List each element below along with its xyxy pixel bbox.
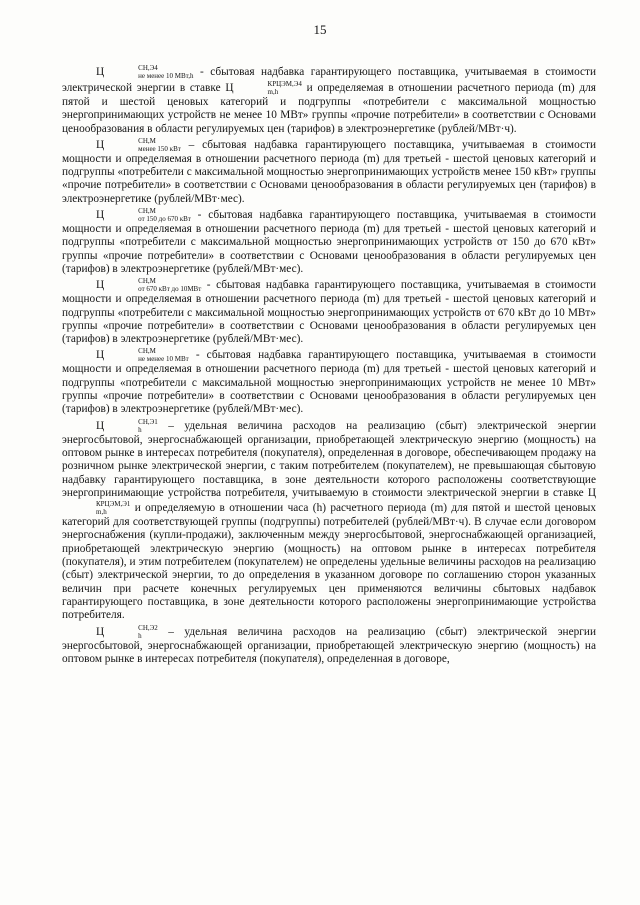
symbol: Ц [96,279,105,292]
paragraph-text: – удельная величина расходов на реализацию (сбыт) электрической энергии энергосбытовой, энергоснабжающей организации, приобретающей электрическую энергию (мощность) на оптовом рынке в интересах потребителя (покупателя), определенная в договоре, [62,625,596,665]
symbol: Ц [96,138,105,151]
superscript: СН,Э4 [138,64,158,72]
subscript: не менее 10 МВт,h [138,72,194,80]
symbol: Ц [96,349,105,362]
superscript: СН,М [138,136,156,145]
superscript: СН,М [138,347,156,356]
paragraph-4 [62,277,596,346]
paragraph-text-continued: и определяемую в отношении часа (h) расчетного периода (m) для пятой и шестой ценовых категорий для соответствующей группы (подгруппы) потребителей (рублей/МВт·ч). В случае если договором энергоснабжения (купли-продажи), заключенным между энергосбытовой, энергоснабжающей организацией, приобретающей электрическую энергию (мощность) на оптовом рынке в интересах потребителя (покупателя), и этим потребителем (покупателем) не определены удельные величины расходов на реализацию (сбыт) электрической энергии, то до определения в указанном договоре по соглашению сторон указанных величин при расчете конечных регулируемых цен применяются величины сбытовых надбавок гарантирующего поставщика, в зоне деятельности которого расположены энергопринимающие устройства потребителя. [62,502,596,622]
paragraph-7 [62,624,596,667]
paragraph-text: - сбытовая надбавка гарантирующего поставщика, учитываемая в стоимости электрической энергии в ставке Ц [62,66,596,94]
paragraph-5 [62,347,596,416]
subscript: менее 150 кВт [138,144,181,153]
paragraph-text-continued: и определяемая в отношении расчетного периода (m) для пятой и шестой ценовых категорий и подгруппы «потребители с максимальной мощностью энергопринимающих устройств не менее 10 МВт» группы «прочие потребители» в соответствии с Основами ценообразования в области регулируемых цен (тарифов) в электроэнергетике (рублей/МВт·ч). [62,82,597,135]
paragraph-text: - сбытовая надбавка гарантирующего поставщика, учитываемая в стоимости мощности и определяемая в отношении расчетного периода (m) для третьей - шестой ценовых категорий и подгруппы «потребители с максимальной мощностью энергопринимающих устройств не менее 10 МВт» группы «прочие потребители» в соответствии с Основами ценообразования в области регулируемых цен (тарифов) в электроэнергетике (рублей/МВт·мес). [62,349,596,416]
paragraph-text: - сбытовая надбавка гарантирующего поставщика, учитываемая в стоимости мощности и определяемая в отношении расчетного периода (m) для третьей - шестой ценовых категорий и подгруппы «потребители с максимальной мощностью энергопринимающих устройств от 150 до 670 кВт» группы «прочие потребители» в соответствии с Основами ценообразования в области регулируемых цен (тарифов) в электроэнергетике (рублей/МВт·мес). [62,209,596,275]
subscript: h [138,425,142,434]
superscript: КРЦЭМ,Э4 [267,80,302,88]
subscript: от 670 кВт до 10МВт [138,285,202,294]
symbol: Ц [96,625,105,638]
superscript: СН,М [138,277,156,286]
paragraph-text: – сбытовая надбавка гарантирующего поставщика, учитываемая в стоимости мощности и определяемая в отношении расчетного периода (m) для третьей - шестой ценовых категорий и подгруппы «потребители с максимальной мощностью энергопринимающих устройств менее 150 кВт» группы «прочие потребители» в соответствии с Основами ценообразования в области регулируемых цен (тарифов) в электроэнергетике (рублей/МВт·мес). [62,138,596,205]
superscript: СН,Э1 [138,417,158,426]
subscript: от 150 до 670 кВт [138,215,191,224]
paragraph-6 [62,418,596,623]
superscript: СН,Э2 [138,623,158,632]
paragraph-2 [62,137,596,206]
subscript: h [138,631,142,640]
paragraph-text: – удельная величина расходов на реализацию (сбыт) электрической энергии энергосбытовой, энергоснабжающей организации, приобретающей электрическую энергию (мощность) на оптовом рынке в интересах потребителя (покупателя), определенная в договоре, обеспечивающем продажу на розничном рынке электрической энергии, с таким потребителем (покупателем), не превышающая сбытовую надбавку гарантирующего поставщика, в зоне деятельности которого расположены соответствующие энергопринимающие устройства потребителя, учитываемую в стоимости электрической энергии в ставке Ц [62,419,596,499]
superscript: КРЦЭМ,Э1 [96,500,131,509]
page-number: 15 [313,22,327,37]
paragraph-3 [62,207,596,276]
symbol: Ц [96,419,105,432]
document-body [62,64,596,667]
paragraph-1 [62,64,596,136]
subscript: не менее 10 МВт [138,355,189,364]
symbol: Ц [96,209,105,222]
symbol: Ц [96,66,105,78]
paragraph-text: - сбытовая надбавка гарантирующего поставщика, учитываемая в стоимости мощности и определяемая в отношении расчетного периода (m) для третьей - шестой ценовых категорий и подгруппы «потребители с максимальной мощностью энергопринимающих устройств от 670 кВт до 10 МВт» группы «прочие потребители» в соответствии с Основами ценообразования в области регулируемых цен (тарифов) в электроэнергетике (рублей/МВт·мес). [62,279,596,346]
superscript: СН,М [138,207,156,216]
subscript: m,h [96,508,107,517]
subscript: m,h [267,88,279,96]
